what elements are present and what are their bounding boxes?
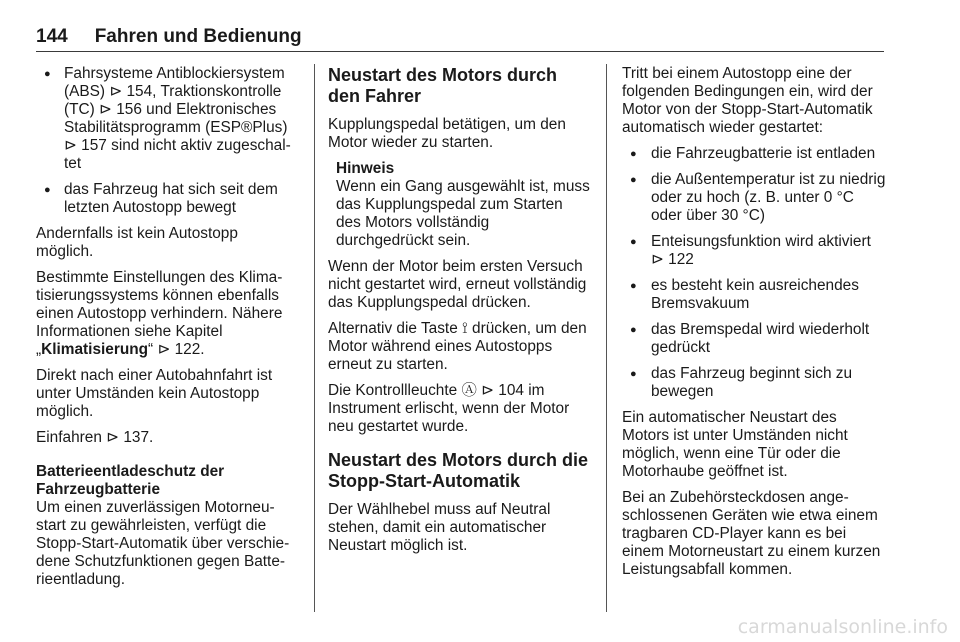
paragraph: Andernfalls ist kein Autostopp möglich. [36,225,238,260]
section-heading: Batterieentladeschutz der Fahrzeugbatterie [36,463,225,498]
list-item: ● das Fahrzeug hat sich seit dem letzten Autostopp bewegt [36,181,298,217]
note-box [328,160,590,250]
condition-list [36,65,298,217]
paragraph: Bestimmte Einstellungen des Klimatisierungssystems können ebenfalls einen Autostopp verhindern. Nähere Informationen siehe Kapitel „Klimatisierung“ ⊳ 122. [36,269,283,358]
column-left [36,65,298,597]
restart-condition-list [622,145,886,401]
paragraph: Kupplungspedal betätigen, um den Motor wieder zu starten. [328,116,566,151]
list-item: ● die Fahrzeugbatterie ist entladen [622,145,886,163]
paragraph: Bei an Zubehörsteckdosen angeschlossenen Geräten wie etwa einem tragbaren CD-Player kann es bei einem Motorneustart zu einem kurzen Leistungsabfall kommen. [622,489,881,578]
paragraph: Tritt bei einem Autostopp eine der folgenden Bedingungen ein, wird der Motor von der Stopp-Start-Automatik automatisch wieder gestartet: [622,65,873,136]
paragraph: Direkt nach einer Autobahnfahrt ist unter Umständen kein Autostopp möglich. [36,367,273,420]
list-item: ● Enteisungsfunktion wird aktiviert ⊳ 122 [622,233,886,269]
list-item: ● Fahrsysteme Antiblockiersystem (ABS) ⊳ 154, Traktionskontrolle (TC) ⊳ 156 und Elektronisches Stabilitätsprogramm (ESP®Plus) ⊳ 157 sind nicht aktiv zugeschaltet [36,65,298,173]
watermark-footer: carmanualsonline.info [737,616,948,638]
column-divider [314,64,315,612]
paragraph: Alternativ die Taste ⟟ drücken, um den Motor während eines Autostopps erneut zu starten. [328,320,587,373]
page-number: 144 [36,26,68,47]
climate-link[interactable]: Klimatisierung [41,341,149,358]
section-heading: Neustart des Motors durch die Stopp-Start-Automatik [328,450,589,491]
column-middle [328,65,590,563]
note-text: Wenn ein Gang ausgewählt ist, muss das Kupplungspedal zum Starten des Motors vollständig durchgedrückt sein. [336,178,590,249]
list-item: ● das Bremspedal wird wiederholt gedrückt [622,321,886,357]
paragraph: Wenn der Motor beim ersten Versuch nicht gestartet wird, erneut vollständig das Kupplungspedal drücken. [328,258,587,311]
list-item: ● es besteht kein ausreichendes Bremsvakuum [622,277,886,313]
column-right [622,65,886,587]
column-divider [606,64,607,612]
list-item: ● die Außentemperatur ist zu niedrig oder zu hoch (z. B. unter 0 °C oder über 30 °C) [622,171,886,225]
paragraph: Einfahren ⊳ 137. [36,429,154,446]
page-header [36,26,884,52]
list-item: ● das Fahrzeug beginnt sich zu bewegen [622,365,886,401]
paragraph: Um einen zuverlässigen Motorneustart zu gewährleisten, verfügt die Stopp-Start-Automatik über verschiedene Schutzfunktionen gegen Batterieentladung. [36,499,290,588]
paragraph: Der Wählhebel muss auf Neutral stehen, damit ein automatischer Neustart möglich ist. [328,501,551,554]
paragraph: Die Kontrollleuchte Ⓐ ⊳ 104 im Instrument erlischt, wenn der Motor neu gestartet wurde. [328,382,570,435]
paragraph: Ein automatischer Neustart des Motors ist unter Umständen nicht möglich, wenn eine Tür oder die Motorhaube geöffnet ist. [622,409,848,480]
section-heading: Neustart des Motors durch den Fahrer [328,65,558,106]
page-title: Fahren und Bedienung [94,26,302,47]
note-title: Hinweis [336,160,395,177]
